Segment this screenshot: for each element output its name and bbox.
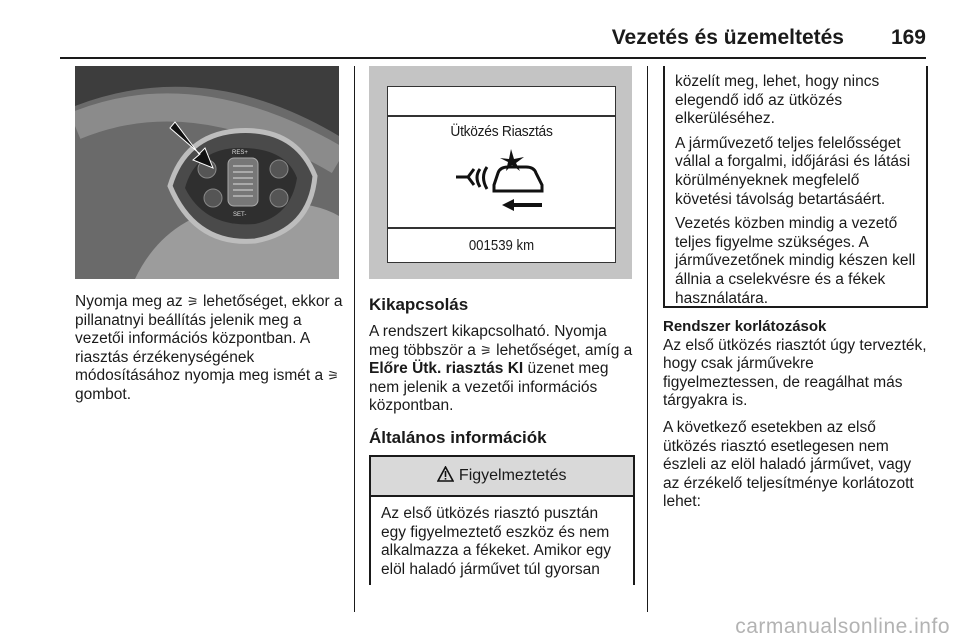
- box-paragraph-1: közelít meg, lehet, hogy nincs elegendő idő az ütközés elkerüléséhez.: [675, 73, 880, 128]
- message-text: Előre Ütk. riasztás KI: [369, 360, 524, 378]
- cluster-display-figure: [369, 66, 632, 279]
- odometer-readout: 001539 km: [468, 237, 535, 254]
- collision-alert-button-icon: ⚞: [327, 368, 340, 384]
- header-title: Vezetés és üzemeltetés: [611, 26, 844, 49]
- paragraph-limits-1: Az első ütközés riasztót úgy tervezték, hogy csak járművekre figyelmeztessen, de reagálhat más tárgyakra is.: [663, 336, 927, 410]
- steering-wheel-figure: [75, 66, 339, 279]
- text-run: Nyomja meg az: [75, 293, 187, 310]
- res-label: RES+: [232, 150, 248, 156]
- warning-text: Az első ütközés riasztó pusztán egy figyelmeztető eszköz és nem alkalmazza a fékeket. Amikor egy elöl haladó járművet túl gyorsan: [381, 505, 612, 578]
- collision-warning-icon: [454, 147, 554, 217]
- column-2: [369, 323, 637, 424]
- collision-alert-button-icon: ⚞: [480, 342, 492, 358]
- column-3-text: [663, 318, 931, 520]
- column-divider-2: [647, 66, 648, 612]
- set-label: SET-: [233, 212, 247, 218]
- steering-wheel-illustration: [75, 66, 339, 279]
- text-run: A rendszert kikapcsolható. Nyomja meg többször a: [369, 323, 607, 359]
- paragraph-limits-2: A következő esetekben az első ütközés riasztó esetlegesen nem észleli az elöl haladó járművet, vagy az érzékelő teljesítménye korlátozott lehet:: [663, 418, 914, 511]
- column-1: [75, 293, 343, 413]
- page-number: 169: [890, 26, 926, 49]
- collision-alert-button-icon: ⚞: [186, 294, 199, 309]
- cluster-title: Ütközés Riasztás: [450, 123, 553, 140]
- header-rule: [60, 57, 926, 59]
- warning-title: Figyelmeztetés: [458, 467, 567, 484]
- heading-system-limits: Rendszer korlátozások: [663, 318, 827, 335]
- warning-box-continued: [663, 66, 928, 308]
- text-run: üzenet meg nem jelenik a vezetői információs központban.: [369, 360, 609, 415]
- warning-header: [371, 457, 633, 497]
- column-divider-1: [354, 66, 355, 612]
- box-paragraph-2: A járművezető teljes felelősséget vállal a forgalmi, időjárási és látási körülményeknek megfelelő követési távolság betartásáért.: [675, 134, 911, 208]
- heading-general-info: Általános információk: [369, 428, 547, 447]
- text-run: lehetőséget, ekkor a pillanatnyi beállítás jelenik meg a vezetői információs központban. A riasztás érzékenységének módosításához nyomja meg ismét a: [75, 293, 343, 385]
- text-run: gombot.: [75, 385, 132, 403]
- page-header: [60, 26, 926, 56]
- warning-box: [369, 455, 635, 585]
- warning-triangle-icon: [437, 466, 454, 482]
- paragraph-press-button: [75, 293, 343, 405]
- paragraph-deactivation: [369, 323, 637, 416]
- box-paragraph-3: Vezetés közben mindig a vezető teljes figyelme szükséges. A járművezetőnek mindig készen kell állnia a cselekvésre és a fékek használatára.: [675, 215, 916, 307]
- text-run: lehetőséget, amíg a: [491, 341, 633, 359]
- cluster-display: [387, 86, 616, 263]
- watermark: carmanualsonline.info: [735, 615, 950, 638]
- heading-kikapcsolas: Kikapcsolás: [369, 295, 469, 314]
